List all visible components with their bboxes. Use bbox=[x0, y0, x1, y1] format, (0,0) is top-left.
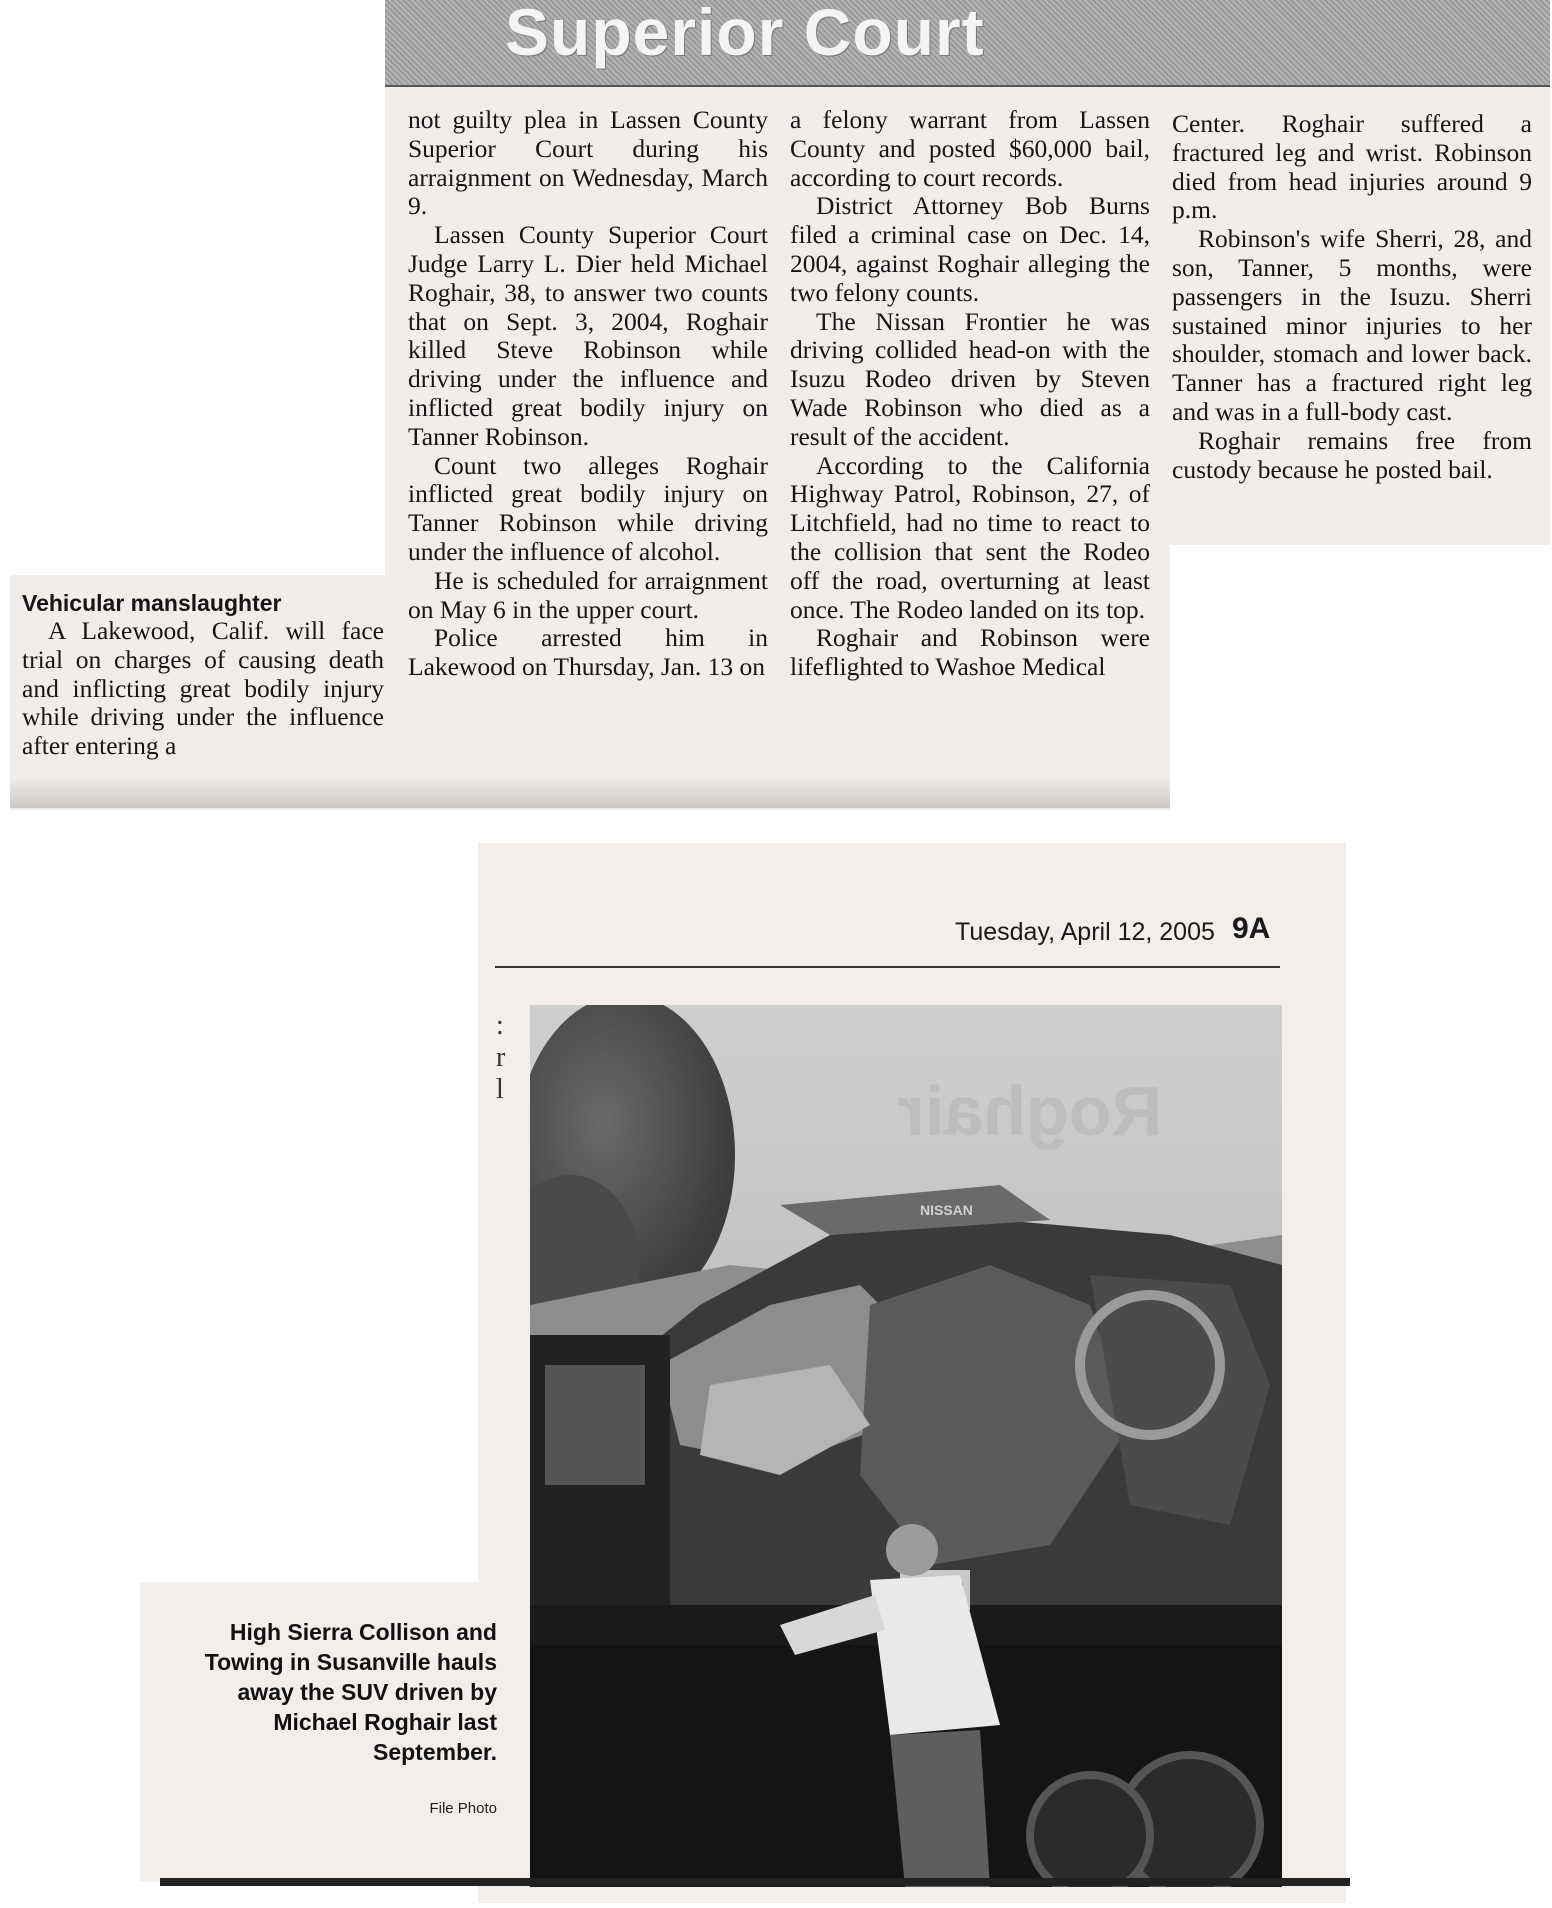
svg-text:Roghair: Roghair bbox=[897, 1072, 1162, 1150]
paragraph: Lassen County Superior Court Judge Larry L. Dier held Michael Roghair, 38, to answer two counts that on Sept. 3, 2004, Roghair killed Steve Robinson while driving under the influence and inflicted great bodily injury on Tanner Robinson. bbox=[408, 220, 768, 451]
paragraph: A Lakewood, Calif. will face trial on charges of causing death and inflicting great bodily injury while driving under the influence after entering a bbox=[22, 616, 384, 761]
paragraph: a felony warrant from Lassen County and posted $60,000 bail, according to court records. bbox=[790, 105, 1150, 192]
photo-caption: High Sierra Collison and Towing in Susanville hauls away the SUV driven by Michael Roghair last September. bbox=[204, 1619, 497, 1765]
header-rule bbox=[495, 966, 1280, 968]
article-column-2 bbox=[790, 106, 1150, 682]
paragraph: Center. Roghair suffered a fractured leg and wrist. Robinson died from head injuries around 9 p.m. bbox=[1172, 109, 1532, 225]
section-banner bbox=[385, 0, 1550, 87]
page-date: Tuesday, April 12, 2005 bbox=[955, 918, 1215, 946]
section-title: Superior Court bbox=[505, 0, 985, 69]
bottom-rule bbox=[160, 1878, 1350, 1886]
article-clipping-top bbox=[0, 0, 1552, 820]
side-headline: Vehicular manslaughter bbox=[22, 590, 282, 616]
article-column-1 bbox=[408, 106, 768, 682]
photo-credit: File Photo bbox=[429, 1800, 497, 1817]
article-column-left bbox=[22, 617, 384, 761]
wrecked-suv-photo bbox=[530, 1005, 1282, 1887]
paragraph: According to the California Highway Patrol, Robinson, 27, of Litchfield, had no time to react to the collision that sent the Rodeo off the road, overturning at least once. The Rodeo landed on its top. bbox=[790, 450, 1150, 624]
paragraph: Police arrested him in Lakewood on Thursday, Jan. 13 on bbox=[408, 623, 768, 682]
cut-text-fragment: : r l bbox=[496, 1010, 506, 1105]
paragraph: He is scheduled for arraignment on May 6 in the upper court. bbox=[408, 565, 768, 624]
article-column-3 bbox=[1172, 110, 1532, 484]
news-photo bbox=[530, 1005, 1282, 1887]
paragraph: Robinson's wife Sherri, 28, and son, Tanner, 5 months, were passengers in the Isuzu. Sherri sustained minor injuries to her shoulder, stomach and lower back. Tanner has a fractured right leg and was in a full-body cast. bbox=[1172, 224, 1532, 426]
paragraph: The Nissan Frontier he was driving collided head-on with the Isuzu Rodeo driven by Steven Wade Robinson who died as a result of the accident. bbox=[790, 306, 1150, 451]
paragraph: Roghair remains free from custody because he posted bail. bbox=[1172, 425, 1532, 484]
paragraph: Roghair and Robinson were lifeflighted to Washoe Medical bbox=[790, 623, 1150, 682]
paragraph: Count two alleges Roghair inflicted great bodily injury on Tanner Robinson while driving under the influence of alcohol. bbox=[408, 450, 768, 566]
page-number: 9A bbox=[1232, 912, 1271, 945]
photo-brand: NISSAN bbox=[920, 1202, 973, 1218]
paragraph: District Attorney Bob Burns filed a criminal case on Dec. 14, 2004, against Roghair alleging the two felony counts. bbox=[790, 191, 1150, 307]
paragraph: not guilty plea in Lassen County Superior Court during his arraignment on Wednesday, March 9. bbox=[408, 105, 768, 221]
scan-smudge bbox=[10, 778, 1170, 808]
